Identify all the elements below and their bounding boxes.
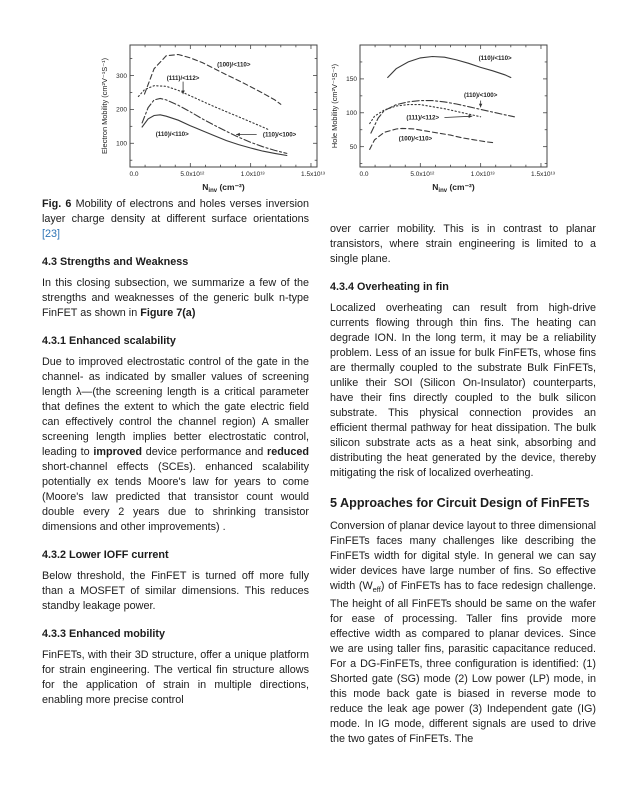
paragraph-4-3-4: Localized overheating can result from high-drive currents flowing through thin fins. The heating can degrade ION. In the long term, it may be a reliability problem. Less of an issue for bulk FinFETs, whose fins are thermally coupled to the substrate Bulk FinFETs, unlike their SOI (Silicon On-Insulator) counterparts, have their fins directly coupled to the bulk silicon substrate. This physical connection provides an efficient thermal pathway for heat dissipation. The bulk silicon substrate acts as a heat sink, absorbing and distributing the heat generated by the device, thereby mitigating the risk of localized overheating. (330, 302, 596, 479)
svg-text:(111)/<112>: (111)/<112> (166, 75, 200, 83)
svg-text:(100)/<110>: (100)/<110> (217, 61, 251, 69)
svg-text:0.0: 0.0 (129, 171, 139, 178)
heading-4-3-1: 4.3.1 Enhanced scalability (42, 335, 176, 347)
svg-text:300: 300 (116, 72, 127, 80)
body-text: short-channel effects (SCEs). enhanced scalability potentially ex tends Moore's law for years to come (Moore's law predicted that transistor count would double every 2 years due to shrinking transistor dimensions and other improvements) . (42, 461, 309, 533)
body-text: ) of FinFETs has to face redesign challenge. The height of all FinFETs should be same on the wafer for ease of processing. Taller fins provide more effective width as compared to planar devices. Since we are using taller fins, parasitic capacitance reduced. For a DG-FinFETs, three configuration is identified: (1) Shorted gate (SG) mode (2) Low power (LP) mode, in this mode back gate is biased in reverse mode to reduce the leak age power (3) Independent gate (IG) mode. In IG mode, different signals are used to drive the two gates of FinFETs. The (330, 580, 596, 746)
body-text: Conversion of planar device layout to three dimensional FinFETs faces many challenges like describing the FinFETs width for digital style. In general we can say wider devices have large number of fins. So effective width (W (330, 520, 596, 592)
electron-mobility-chart (98, 36, 330, 194)
svg-text:50: 50 (349, 143, 357, 151)
svg-text:200: 200 (116, 106, 127, 114)
svg-text:(111)/<112>: (111)/<112> (406, 114, 440, 122)
svg-text:(110)/<110>: (110)/<110> (155, 130, 189, 138)
svg-text:Ninv (cm⁻²): $N_{inv}$ (cm⁻²) (202, 182, 245, 194)
paragraph-4-3 (42, 276, 309, 321)
heading-4-3-2: 4.3.2 Lower IOFF current (42, 549, 169, 561)
svg-text:1.0x10¹³: 1.0x10¹³ (470, 171, 495, 178)
heading-4-3-3: 4.3.3 Enhanced mobility (42, 628, 165, 640)
body-text: Due to improved electrostatic control of the gate in the channel- as indicated by smaller values of screening length λ—(the screening length is a critical parameter that defines the extent to which the gate electric field can effectively control the channel region) A smaller screening length implies better electrostatic control, leading to (42, 356, 309, 458)
paragraph-5 (330, 519, 596, 747)
body-text: device performance and (142, 446, 267, 458)
svg-text:(110)/<100>: (110)/<100> (262, 131, 297, 139)
svg-text:(100)/<110>: (100)/<110> (398, 135, 433, 143)
svg-text:1.5x10¹³: 1.5x10¹³ (531, 171, 555, 178)
paragraph-4-3-3: FinFETs, with their 3D structure, offer a unique platform for strain engineering. The vertical fin structure allows for the application of strain in multiple directions, enabling more precise control (42, 649, 309, 706)
svg-text:1.5x10¹³: 1.5x10¹³ (301, 171, 325, 178)
svg-text:100: 100 (346, 110, 357, 118)
bold-text: Fig. 6 (42, 198, 76, 210)
svg-text:(110)/<100>: (110)/<100> (463, 92, 498, 100)
hole-mobility-chart (328, 36, 560, 194)
left-column (42, 197, 309, 709)
svg-text:0.0: 0.0 (359, 171, 369, 178)
figure-caption (42, 197, 309, 242)
bold-text: reduced (267, 446, 310, 458)
citation-link[interactable]: [23] (42, 228, 61, 240)
heading-4-3-4: 4.3.4 Overheating in fin (330, 281, 449, 293)
heading-4-3: 4.3 Strengths and Weakness (42, 256, 189, 268)
paragraph-continued: over carrier mobility. This is in contrast to planar transistors, where strain engineering is limited to a single plane. (330, 223, 596, 265)
svg-text:(110)/<110>: (110)/<110> (478, 54, 512, 62)
bold-text: improved (93, 446, 143, 458)
svg-text:1.0x10¹³: 1.0x10¹³ (240, 171, 265, 178)
svg-text:5.0x10¹²: 5.0x10¹² (180, 171, 205, 178)
svg-text:Electron Mobility (cm²V⁻¹S⁻¹): Electron Mobility (cm²V⁻¹S⁻¹) (100, 57, 109, 155)
paragraph-4-3-2: Below threshold, the FinFET is turned off more fully than a MOSFET of similar dimensions. This reduces standby leakage power. (42, 570, 309, 612)
svg-text:100: 100 (116, 140, 127, 148)
paragraph-4-3-1 (42, 355, 309, 535)
svg-text:5.0x10¹²: 5.0x10¹² (410, 171, 435, 178)
right-column (330, 222, 596, 748)
subscript-text: eff (372, 585, 381, 595)
body-text: Mobility of electrons and holes verses inversion layer charge density at different surface orientations (42, 198, 309, 225)
heading-5: 5 Approaches for Circuit Design of FinFETs (330, 496, 590, 510)
body-text: In this closing subsection, we summarize a few of the strengths and weaknesses of the generic bulk n-type FinFET as shown in (42, 277, 309, 319)
svg-text:Ninv (cm⁻²): $N_{inv}$ (cm⁻²) (432, 182, 475, 194)
svg-text:Hole Mobility (cm²V⁻¹S⁻¹): Hole Mobility (cm²V⁻¹S⁻¹) (330, 63, 339, 149)
bold-text: Figure 7(a) (140, 307, 196, 319)
svg-text:150: 150 (346, 76, 357, 84)
